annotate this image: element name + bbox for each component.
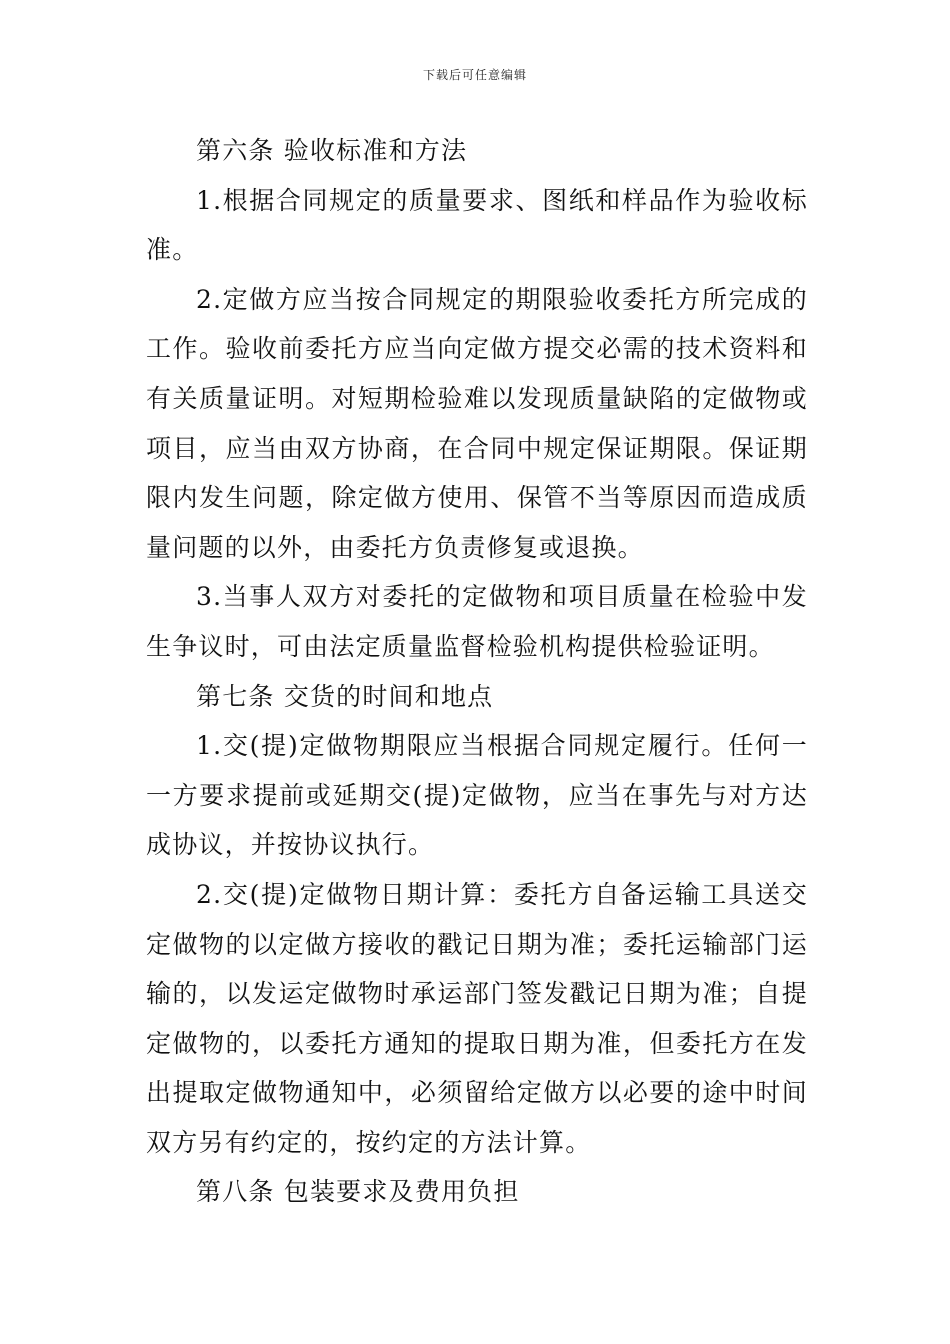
article-6-clause-2: 2.定做方应当按合同规定的期限验收委托方所完成的工作。验收前委托方应当向定做方提交必需的技术资料和有关质量证明。对短期检验难以发现质量缺陷的定做物或项目，应当由双方协商，在合同中规定保证期限。保证期限内发生问题，除定做方使用、保管不当等原因而造成质量问题的以外，由委托方负责修复或退换。 [146, 284, 808, 562]
article-8-heading: 第八条 包装要求及费用负担 [196, 1177, 520, 1207]
page-header-note: 下载后可任意编辑 [422, 68, 527, 82]
article-7-clause-2: 2.交(提)定做物日期计算：委托方自备运输工具送交定做物的以定做方接收的戳记日期为准；委托运输部门运输的，以发运定做物时承运部门签发戳记日期为准；自提定做物的，以委托方通知的提取日期为准，但委托方在发出提取定做物通知中，必须留给定做方以必要的途中时间双方另有约定的，按约定的方法计算。 [146, 879, 808, 1157]
article-7-heading: 第七条 交货的时间和地点 [196, 681, 494, 711]
article-7-clause-1: 1.交(提)定做物期限应当根据合同规定履行。任何一一方要求提前或延期交(提)定做物，应当在事先与对方达成协议，并按协议执行。 [146, 731, 808, 860]
document-body [146, 126, 808, 1217]
article-6-heading: 第六条 验收标准和方法 [196, 136, 468, 165]
article-6-clause-3: 3.当事人双方对委托的定做物和项目质量在检验中发生争议时，可由法定质量监督检验机构提供检验证明。 [146, 582, 808, 661]
article-6-clause-1: 1.根据合同规定的质量要求、图纸和样品作为验收标准。 [146, 185, 808, 265]
